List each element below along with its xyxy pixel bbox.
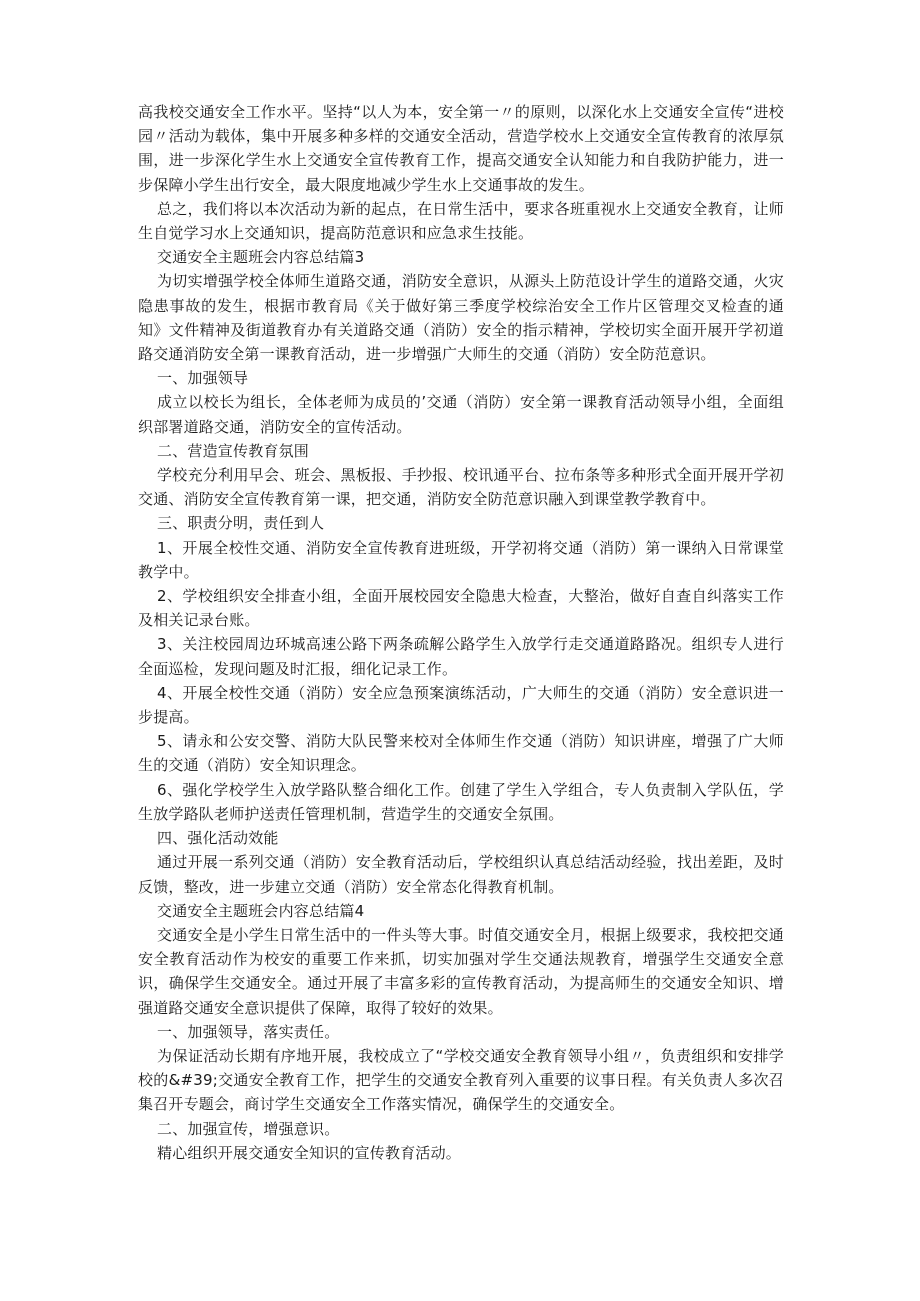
heading-atmosphere: 二、营造宣传教育氛围 [157, 441, 310, 460]
paragraph-19: 交通安全是小学生日常生活中的一件头等大事。时值交通安全月，根据上级要求，我校把交通安全教育活动作为校安的重要工作来抓，切实加强对学生交通法规教育，增强学生交通安全意识，确保学生交通安全。通过开展了丰富多彩的宣传教育活动，为提高师生的交通安全知识、增强道路交通安全意识提供了保障，取得了较好的效果。 [138, 925, 784, 1017]
heading-effectiveness: 四、强化活动效能 [157, 829, 279, 848]
list-item-2: 2、学校组织安全排查小组，全面开展校园安全隐患大检查，大整治，做好自查自纠落实工作及相关记录台账。 [138, 587, 784, 630]
heading-responsibility: 三、职责分明，责任到人 [157, 514, 325, 533]
paragraph-8: 学校充分利用早会、班会、黑板报、手抄报、校讯通平台、拉布条等多种形式全面开展开学初交通、消防安全宣传教育第一课，把交通，消防安全防范意识融入到课堂教学教育中。 [138, 466, 784, 509]
list-item-1: 1、开展全校性交通、消防安全宣传教育进班级，开学初将交通（消防）第一课纳入日常课堂教学中。 [138, 538, 784, 581]
list-item-5: 5、请永和公安交警、消防大队民警来校对全体师生作交通（消防）知识讲座，增强了广大师生的交通（消防）安全知识理念。 [138, 732, 784, 775]
paragraph-1: 高我校交通安全工作水平。坚持“以人为本，安全第一〃的原则，以深化水上交通安全宣传“进校园〃活动为载体，集中开展多种多样的交通安全活动，营造学校水上交通安全宣传教育的浓厚氛围，进一步深化学生水上交通安全宣传教育工作，提高交通安全认知能力和自我防护能力，进一步保障小学生出行安全，最大限度地减少学生水上交通事故的发生。 [138, 103, 784, 194]
document-body [138, 100, 784, 1165]
paragraph-21: 为保证活动长期有序地开展，我校成立了“学校交通安全教育领导小组〃，负责组织和安排学校的&#39;交通安全教育工作，把学生的交通安全教育列入重要的议事日程。有关负责人多次召集召开专题会，商讨学生交通安全工作落实情况，确保学生的交通安全。 [138, 1046, 784, 1114]
paragraph-23: 精心组织开展交通安全知识的宣传教育活动。 [157, 1143, 462, 1162]
list-item-3: 3、关注校园周边环城高速公路下两条疏解公路学生入放学行走交通道路路况。组织专人进行全面巡检，发现问题及时汇报，细化记录工作。 [138, 635, 784, 678]
list-item-6: 6、强化学校学生入放学路队整合细化工作。创建了学生入学组合，专人负责制入学队伍，学生放学路队老师护送责任管理机制，营造学生的交通安全氛围。 [138, 780, 784, 823]
heading-publicity: 二、加强宣传，增强意识。 [157, 1119, 340, 1138]
paragraph-6: 成立以校长为组长，全体老师为成员的’交通（消防）安全第一课教育活动领导小组，全面组织部署道路交通，消防安全的宣传活动。 [138, 393, 784, 436]
paragraph-4: 为切实增强学校全体师生道路交通，消防安全意识，从源头上防范设计学生的道路交通，火灾隐患事故的发生，根据市教育局《关于做好第三季度学校综治安全工作片区管理交叉检查的通知》文件精神及街道教育办有关道路交通（消防）安全的指示精神，学校切实全面开展开学初道路交通消防安全第一课教育活动，进一步增强广大师生的交通（消防）安全防范意识。 [138, 272, 784, 364]
section-heading-part-3: 交通安全主题班会内容总结篇3 [157, 248, 365, 267]
paragraph-17: 通过开展一系列交通（消防）安全教育活动后，学校组织认真总结活动经验，找出差距，及时反馈，整改，进一步建立交通（消防）安全常态化得教育机制。 [138, 853, 784, 896]
paragraph-2: 总之，我们将以本次活动为新的起点，在日常生活中，要求各班重视水上交通安全教育，让师生自觉学习水上交通知识，提高防范意识和应急求生技能。 [138, 199, 784, 243]
list-item-4: 4、开展全校性交通（消防）安全应急预案演练活动，广大师生的交通（消防）安全意识进一步提高。 [138, 683, 784, 727]
section-heading-part-4: 交通安全主题班会内容总结篇4 [157, 901, 365, 920]
heading-leadership-2: 一、加强领导，落实责任。 [157, 1022, 340, 1041]
heading-leadership: 一、加强领导 [157, 369, 249, 388]
